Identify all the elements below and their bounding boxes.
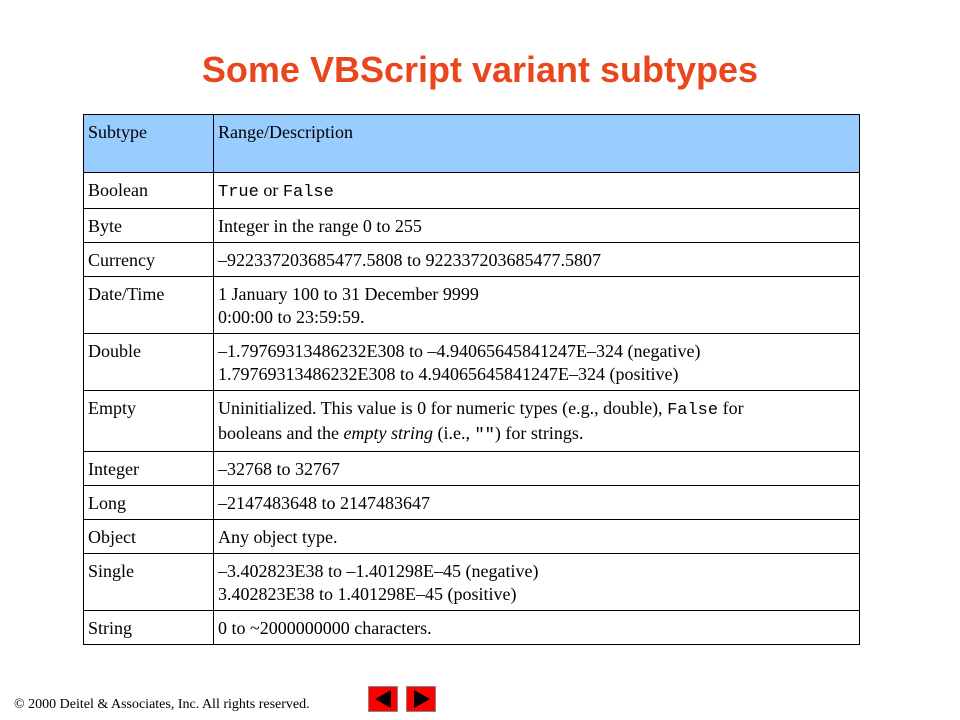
- description-cell: Any object type.: [214, 520, 860, 554]
- description-cell: [214, 334, 860, 391]
- description-line: [218, 397, 855, 422]
- description-line: –3.402823E38 to –1.401298E–45 (negative): [218, 561, 539, 581]
- copyright-text: 2000 Deitel & Associates, Inc. All rights reserved.: [28, 697, 310, 712]
- code-literal: True: [218, 183, 259, 202]
- code-literal: False: [282, 183, 334, 202]
- subtype-cell: Currency: [84, 243, 214, 277]
- subtype-cell: Long: [84, 486, 214, 520]
- table-header-row: [84, 115, 860, 173]
- next-slide-icon: [414, 690, 430, 708]
- description-cell: [214, 391, 860, 452]
- subtype-cell: Single: [84, 554, 214, 611]
- table-row: [84, 209, 860, 243]
- subtype-cell: Double: [84, 334, 214, 391]
- subtype-cell: Boolean: [84, 173, 214, 209]
- slide-title: Some VBScript variant subtypes: [201, 49, 759, 90]
- subtype-cell: Byte: [84, 209, 214, 243]
- description-text: or: [258, 180, 283, 200]
- description-text: (i.e.,: [432, 423, 475, 443]
- subtype-cell: Empty: [84, 391, 214, 452]
- previous-slide-button[interactable]: [368, 686, 398, 712]
- description-line: –1.79769313486232E308 to –4.94065645841247E–324 (negative): [218, 341, 701, 361]
- table-row: [84, 554, 860, 611]
- description-line: 3.402823E38 to 1.401298E–45 (positive): [218, 584, 517, 604]
- description-text: booleans and the: [218, 423, 344, 443]
- description-line: 1 January 100 to 31 December 9999: [218, 284, 479, 304]
- emphasis-text: empty string: [343, 423, 433, 443]
- description-text: Uninitialized. This value is 0 for numeric types (e.g., double),: [218, 398, 668, 418]
- description-cell: [214, 554, 860, 611]
- description-cell: 0 to ~2000000000 characters.: [214, 611, 860, 645]
- description-cell: [214, 173, 860, 209]
- copyright-footer: [14, 696, 310, 714]
- copyright-symbol: ©: [14, 697, 25, 712]
- description-cell: –32768 to 32767: [214, 452, 860, 486]
- table-row: [84, 277, 860, 334]
- header-range-description: Range/Description: [214, 115, 860, 173]
- subtypes-table: [83, 114, 860, 645]
- table-row: [84, 334, 860, 391]
- table-row: [84, 611, 860, 645]
- subtype-cell: Integer: [84, 452, 214, 486]
- table-row: [84, 452, 860, 486]
- subtype-cell: Object: [84, 520, 214, 554]
- description-cell: Integer in the range 0 to 255: [214, 209, 860, 243]
- description-line: 0:00:00 to 23:59:59.: [218, 307, 365, 327]
- subtype-cell: Date/Time: [84, 277, 214, 334]
- description-cell: –922337203685477.5808 to 922337203685477.5807: [214, 243, 860, 277]
- table-row: [84, 486, 860, 520]
- header-subtype: Subtype: [84, 115, 214, 173]
- previous-slide-icon: [375, 690, 391, 708]
- description-cell: [214, 277, 860, 334]
- table-row: [84, 520, 860, 554]
- description-text: for: [718, 398, 744, 418]
- description-cell: –2147483648 to 2147483647: [214, 486, 860, 520]
- table-row: [84, 173, 860, 209]
- description-line: 1.79769313486232E308 to 4.94065645841247E–324 (positive): [218, 364, 679, 384]
- code-literal: False: [667, 401, 719, 420]
- subtype-cell: String: [84, 611, 214, 645]
- code-literal: "": [474, 426, 495, 445]
- table-row: [84, 391, 860, 452]
- table-row: [84, 243, 860, 277]
- description-text: ) for strings.: [494, 423, 584, 443]
- description-line: [218, 422, 855, 447]
- next-slide-button[interactable]: [406, 686, 436, 712]
